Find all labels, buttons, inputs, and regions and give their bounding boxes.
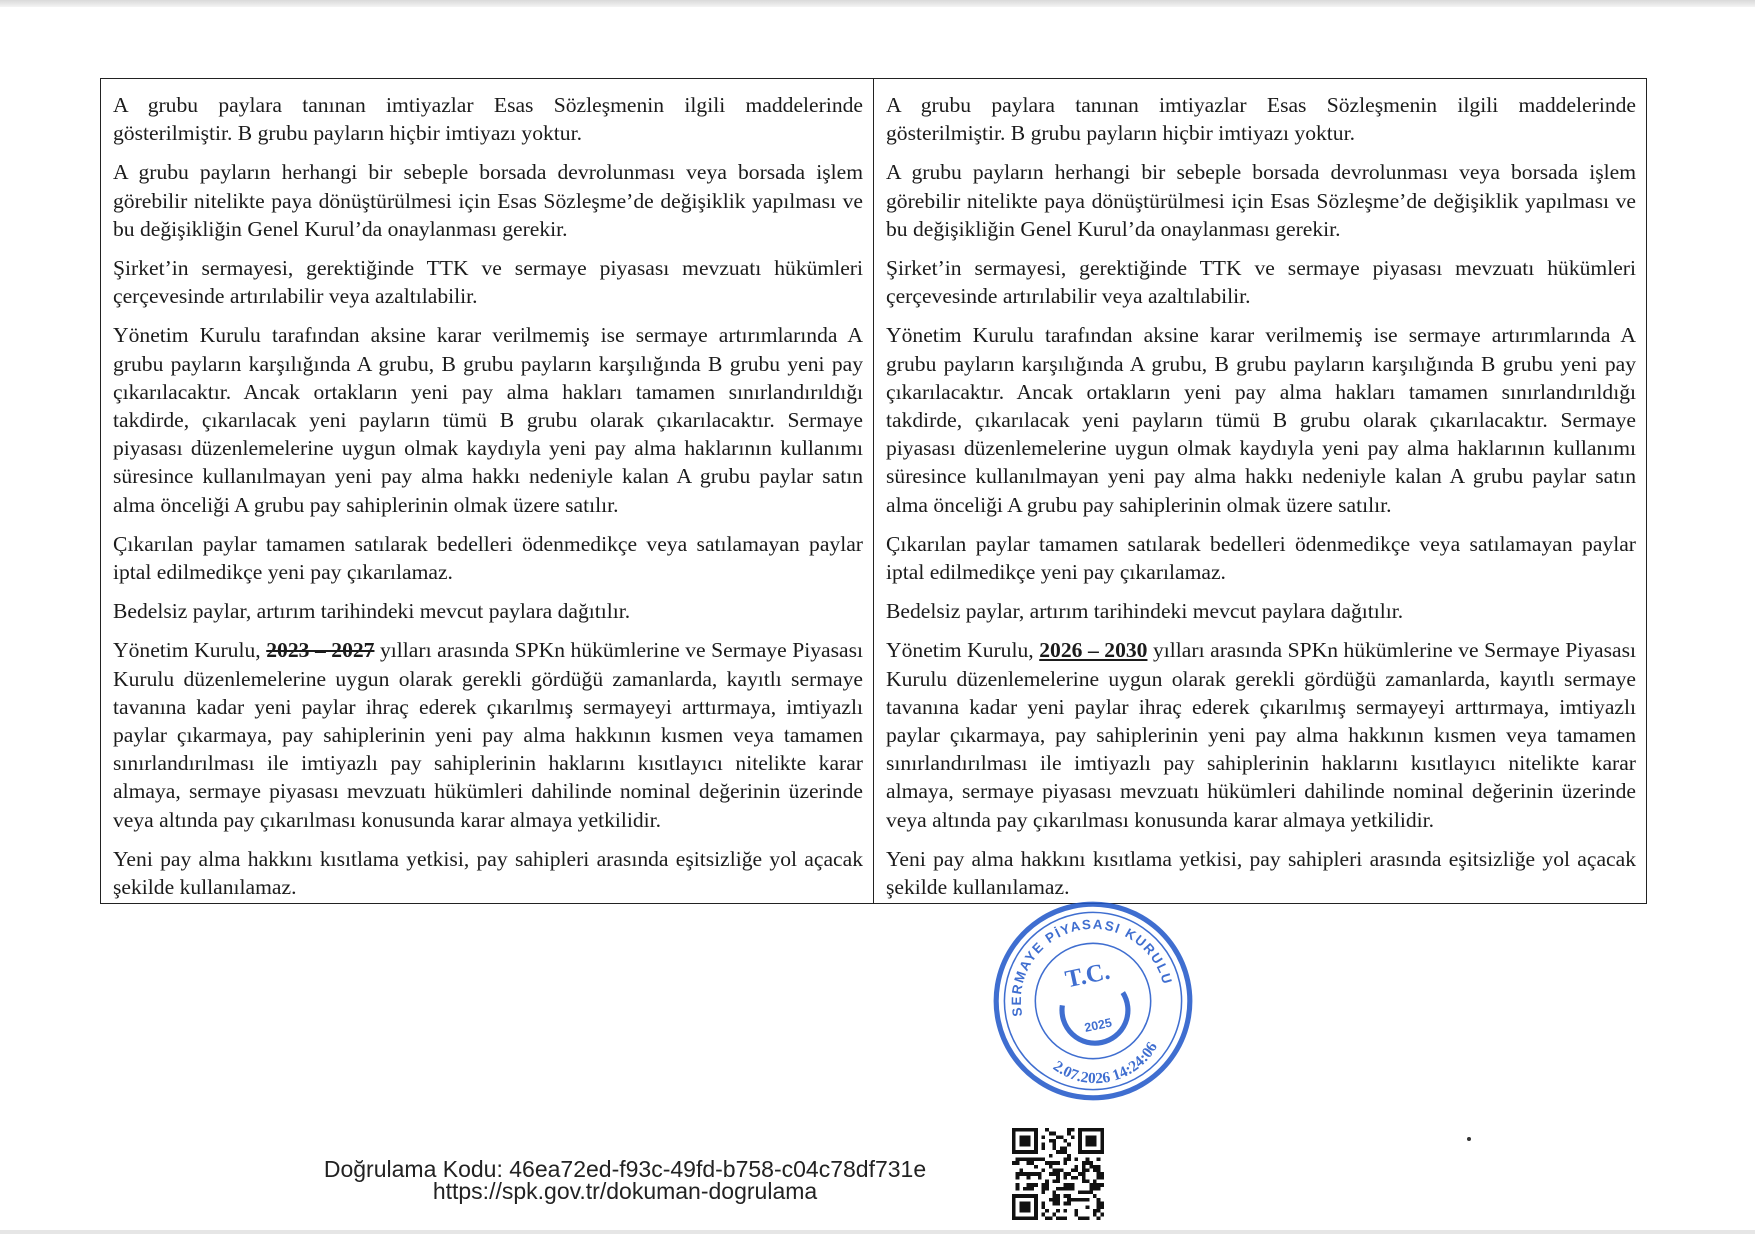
new-paragraph-2: A grubu payların herhangi bir sebeple borsada devrolunması veya borsada işlem görebilir nitelikte paya dönüştürülmesi için Esas Sözleşme’de değişiklik yapılması ve bu değişikliğin Genel Kurul’da onaylanması gerekir. — [886, 160, 1636, 241]
new-paragraph-6: Bedelsiz paylar, artırım tarihindeki mevcut paylara dağıtılır. — [886, 599, 1404, 624]
verification-block — [290, 1158, 960, 1202]
verification-url[interactable]: https://spk.gov.tr/dokuman-dogrulama — [432, 1178, 818, 1204]
new-paragraph-7-prefix: Yönetim Kurulu, — [886, 638, 1040, 663]
stamp-datetime: 2.07.2026 14:24:06 — [1050, 1039, 1161, 1088]
stamp-ring-text: SERMAYE PİYASASI KURULU — [1008, 916, 1176, 1018]
struck-year-range: 2023 – 2027 — [266, 638, 375, 663]
amendment-comparison-table — [100, 78, 1647, 904]
new-paragraph-3: Şirket’in sermayesi, gerektiğinde TTK ve sermaye piyasası mevzuatı hükümleri çerçevesinde artırılabilir veya azaltılabilir. — [886, 256, 1636, 309]
old-paragraph-7 — [113, 636, 863, 833]
old-paragraph-6: Bedelsiz paylar, artırım tarihindeki mevcut paylara dağıtılır. — [113, 599, 631, 624]
old-paragraph-5: Çıkarılan paylar tamamen satılarak bedelleri ödenmedikçe veya satılamayan paylar iptal edilmedikçe yeni pay çıkarılamaz. — [113, 531, 863, 585]
old-paragraph-4: Yönetim Kurulu tarafından aksine karar verilmemiş ise sermaye artırımlarında A grubu payların karşılığında A grubu, B grubu payların karşılığında B grubu yeni pay çıkarılacaktır. Ancak ortakların yeni pay alma hakları tamamen sınırlandırıldığı takdirde, çıkarılacak yeni payların tümü B grubu olarak çıkarılacaktır. Sermaye piyasası düzenlemelerine uygun olmak kaydıyla yeni pay alma haklarının kullanımı süresince kullanılmayan yeni pay alma hakkı nedeniyle kalan A grubu paylar satın alma önceliği A grubu pay sahiplerinin olmak üzere satılır. — [113, 323, 863, 517]
new-paragraph-8: Yeni pay alma hakkını kısıtlama yetkisi, pay sahipleri arasında eşitsizliğe yol açacak şekilde kullanılamaz. — [886, 846, 1636, 900]
old-paragraph-3: Şirket’in sermayesi, gerektiğinde TTK ve sermaye piyasası mevzuatı hükümleri çerçevesinde artırılabilir veya azaltılabilir. — [113, 256, 863, 309]
new-paragraph-1: A grubu paylara tanınan imtiyazlar Esas Sözleşmenin ilgili maddelerinde gösterilmiştir. B grubu payların hiçbir imtiyazı yoktur. — [886, 93, 1636, 146]
svg-text:2.07.2026 14:24:06 — [1048, 1036, 1167, 1097]
old-paragraph-7-suffix: yılları arasında SPKn hükümlerine ve Sermaye Piyasası Kurulu düzenlemelerine uygun olarak gerekli gördüğü zamanlarda, kayıtlı sermaye tavanına kadar yeni paylar ihraç ederek çıkarılmış sermayeyi arttırmaya, imtiyazlı paylar çıkarmaya, pay sahiplerinin yeni pay alma hakkının kısmen veya tamamen sınırlandırılması ile imtiyazlı pay sahiplerinin haklarını kısıtlayıcı nitelikte karar almaya, sermaye piyasası mevzuatı hükümleri dahilinde nominal değerinin üzerinde veya altında pay çıkarılması konusunda karar almaya yetkilidir. — [113, 638, 863, 832]
new-year-range: 2026 – 2030 — [1039, 638, 1148, 663]
crescent-icon — [1060, 992, 1134, 1049]
table-row — [101, 79, 1647, 904]
scan-edge-top — [0, 0, 1755, 7]
official-seal-stamp — [971, 879, 1215, 1123]
svg-text:SERMAYE PİYASASI KURULU — [993, 901, 1175, 1019]
new-paragraph-5: Çıkarılan paylar tamamen satılarak bedelleri ödenmedikçe veya satılamayan paylar iptal edilmedikçe yeni pay çıkarılamaz. — [886, 531, 1636, 585]
old-paragraph-2: A grubu payların herhangi bir sebeple borsada devrolunması veya borsada işlem görebilir nitelikte paya dönüştürülmesi için Esas Sözleşme’de değişiklik yapılması ve bu değişikliğin Genel Kurul’da onaylanması gerekir. — [113, 160, 863, 241]
new-text-column — [874, 79, 1647, 904]
qr-code — [1012, 1128, 1104, 1220]
stamp-center-text: T.C. — [1062, 957, 1113, 994]
scan-speck — [1467, 1137, 1471, 1141]
new-paragraph-7 — [886, 636, 1636, 833]
stamp-year: 2025 — [1083, 1015, 1114, 1036]
old-paragraph-7-prefix: Yönetim Kurulu, — [113, 638, 267, 663]
verification-code: Doğrulama Kodu: 46ea72ed-f93c-49fd-b758-c04c78df731e — [323, 1156, 927, 1182]
new-paragraph-7-suffix: yılları arasında SPKn hükümlerine ve Sermaye Piyasası Kurulu düzenlemelerine uygun olarak gerekli gördüğü zamanlarda, kayıtlı sermaye tavanına kadar yeni paylar ihraç ederek çıkarılmış sermayeyi arttırmaya, imtiyazlı paylar çıkarmaya, pay sahiplerinin yeni pay alma hakkının kısmen veya tamamen sınırlandırılması ile imtiyazlı pay sahiplerinin haklarını kısıtlayıcı nitelikte karar almaya, sermaye piyasası mevzuatı hükümleri dahilinde nominal değerinin üzerinde veya altında pay çıkarılması konusunda karar almaya yetkilidir. — [886, 638, 1636, 832]
old-text-column — [101, 79, 874, 904]
scan-edge-bottom — [0, 1230, 1755, 1234]
old-paragraph-8: Yeni pay alma hakkını kısıtlama yetkisi, pay sahipleri arasında eşitsizliğe yol açacak şekilde kullanılamaz. — [113, 846, 863, 900]
old-paragraph-1: A grubu paylara tanınan imtiyazlar Esas Sözleşmenin ilgili maddelerinde gösterilmiştir. B grubu payların hiçbir imtiyazı yoktur. — [113, 93, 863, 146]
new-paragraph-4: Yönetim Kurulu tarafından aksine karar verilmemiş ise sermaye artırımlarında A grubu payların karşılığında A grubu, B grubu payların karşılığında B grubu yeni pay çıkarılacaktır. Ancak ortakların yeni pay alma hakları tamamen sınırlandırıldığı takdirde, çıkarılacak yeni payların tümü B grubu olarak çıkarılacaktır. Sermaye piyasası düzenlemelerine uygun olmak kaydıyla yeni pay alma haklarının kullanımı süresince kullanılmayan yeni pay alma hakkı nedeniyle kalan A grubu paylar satın alma önceliği A grubu pay sahiplerinin olmak üzere satılır. — [886, 323, 1636, 517]
